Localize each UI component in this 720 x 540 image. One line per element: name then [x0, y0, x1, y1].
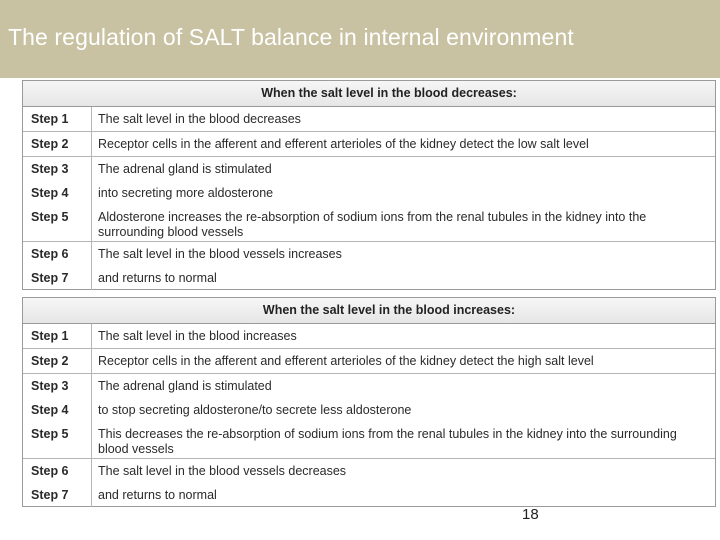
step-label: Step 4	[31, 403, 69, 417]
step-label: Step 7	[31, 488, 69, 502]
step-description: The salt level in the blood increases	[98, 329, 297, 343]
table-row	[23, 242, 715, 290]
table-row	[23, 324, 715, 349]
table-row	[23, 157, 715, 242]
description-column	[92, 324, 715, 348]
step-description: The salt level in the blood vessels decreases	[98, 464, 347, 478]
step-label: Step 6	[31, 464, 69, 478]
step-column	[23, 324, 92, 348]
table-heading	[23, 298, 715, 324]
table-heading	[23, 81, 715, 107]
step-description: Receptor cells in the afferent and efferent arterioles of the kidney detect the high salt level	[98, 354, 594, 368]
description-column	[92, 132, 715, 156]
table-row	[23, 107, 715, 132]
table-salt-increases	[22, 297, 716, 507]
step-description: This decreases the re-absorption of sodium ions from the renal tubules in the kidney into the surrounding blood vessels	[98, 427, 677, 456]
step-label: Step 5	[31, 210, 69, 224]
description-column	[92, 242, 715, 290]
step-label: Step 2	[31, 137, 69, 151]
step-label: Step 4	[31, 186, 69, 200]
table-heading-text: When the salt level in the blood decreases:	[261, 86, 517, 100]
table-row	[23, 459, 715, 507]
description-column	[92, 459, 715, 507]
step-label: Step 1	[31, 112, 69, 126]
step-description: The adrenal gland is stimulated	[98, 379, 272, 393]
step-label: Step 2	[31, 354, 69, 368]
step-column	[23, 242, 92, 290]
description-column	[92, 349, 715, 373]
table-row	[23, 132, 715, 157]
step-description: into secreting more aldosterone	[98, 186, 274, 200]
table-row	[23, 374, 715, 459]
title-bar	[0, 0, 720, 78]
slide-title: The regulation of SALT balance in internal environment	[8, 24, 574, 50]
step-description: Receptor cells in the afferent and efferent arterioles of the kidney detect the low salt level	[98, 137, 589, 151]
step-label: Step 3	[31, 379, 69, 393]
step-description: and returns to normal	[98, 271, 217, 285]
table-salt-decreases	[22, 80, 716, 290]
step-column	[23, 132, 92, 156]
table-row	[23, 349, 715, 374]
step-column	[23, 107, 92, 131]
step-column	[23, 157, 92, 241]
description-column	[92, 107, 715, 131]
step-description: to stop secreting aldosterone/to secrete less aldosterone	[98, 403, 412, 417]
description-column	[92, 157, 715, 241]
step-label: Step 6	[31, 247, 69, 261]
step-column	[23, 374, 92, 458]
step-label: Step 1	[31, 329, 69, 343]
step-label: Step 7	[31, 271, 69, 285]
step-description: Aldosterone increases the re-absorption of sodium ions from the renal tubules in the kidney into the surrounding blood vessels	[98, 210, 647, 239]
step-column	[23, 349, 92, 373]
step-description: The salt level in the blood vessels increases	[98, 247, 342, 261]
table-heading-text: When the salt level in the blood increases:	[262, 303, 516, 317]
page-number: 18	[522, 506, 539, 523]
step-label: Step 5	[31, 427, 69, 441]
step-description: The adrenal gland is stimulated	[98, 162, 272, 176]
step-column	[23, 459, 92, 507]
step-description: and returns to normal	[98, 488, 217, 502]
step-label: Step 3	[31, 162, 69, 176]
step-description: The salt level in the blood decreases	[98, 112, 301, 126]
description-column	[92, 374, 715, 458]
